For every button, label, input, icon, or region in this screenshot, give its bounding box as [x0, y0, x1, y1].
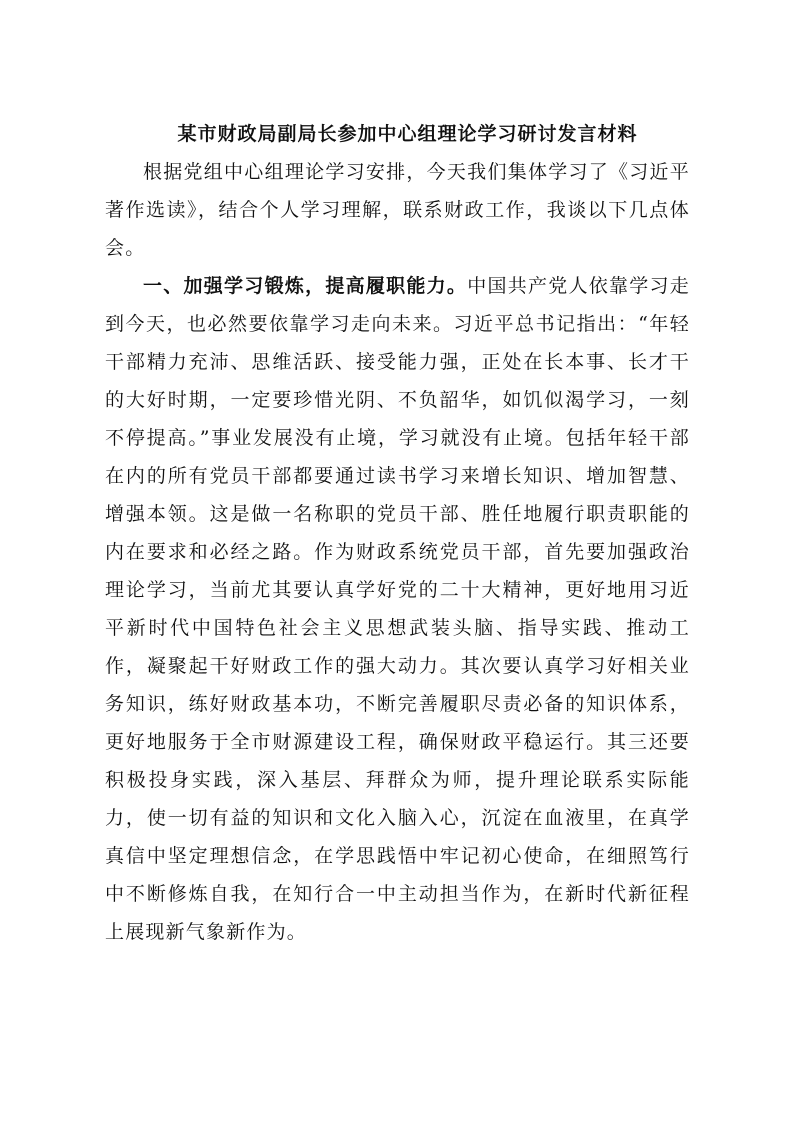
section-1-paragraph — [105, 267, 690, 951]
intro-paragraph: 根据党组中心组理论学习安排，今天我们集体学习了《习近平著作选读》，结合个人学习理解，联系财政工作，我谈以下几点体会。 — [105, 161, 690, 259]
document-body — [105, 118, 690, 951]
section-1-body: 中国共产党人依靠学习走到今天，也必然要依靠学习走向未来。习近平总书记指出：“年轻干部精力充沛、思维活跃、接受能力强，正处在长本事、长才干的大好时期，一定要珍惜光阴、不负韶华，如饥似渴学习，一刻不停提高。”事业发展没有止境，学习就没有止境。包括年轻干部在内的所有党员干部都要通过读书学习来增长知识、增加智慧、增强本领。这是做一名称职的党员干部、胜任地履行职责职能的内在要求和必经之路。作为财政系统党员干部，首先要加强政治理论学习，当前尤其要认真学好党的二十大精神，更好地用习近平新时代中国特色社会主义思想武装头脑、指导实践、推动工作，凝聚起干好财政工作的强大动力。其次要认真学习好相关业务知识，练好财政基本功，不断完善履职尽责必备的知识体系，更好地服务于全市财源建设工程，确保财政平稳运行。其三还要积极投身实践，深入基层、拜群众为师，提升理论联系实际能力，使一切有益的知识和文化入脑入心，沉淀在血液里，在真学真信中坚定理想信念，在学思践悟中牢记初心使命，在细照笃行中不断修炼自我，在知行合一中主动担当作为，在新时代新征程上展现新气象新作为。 — [105, 275, 691, 943]
section-1-heading: 一、加强学习锻炼，提高履职能力。 — [143, 275, 468, 297]
document-title: 某市财政局副局长参加中心组理论学习研讨发言材料 — [177, 123, 638, 145]
